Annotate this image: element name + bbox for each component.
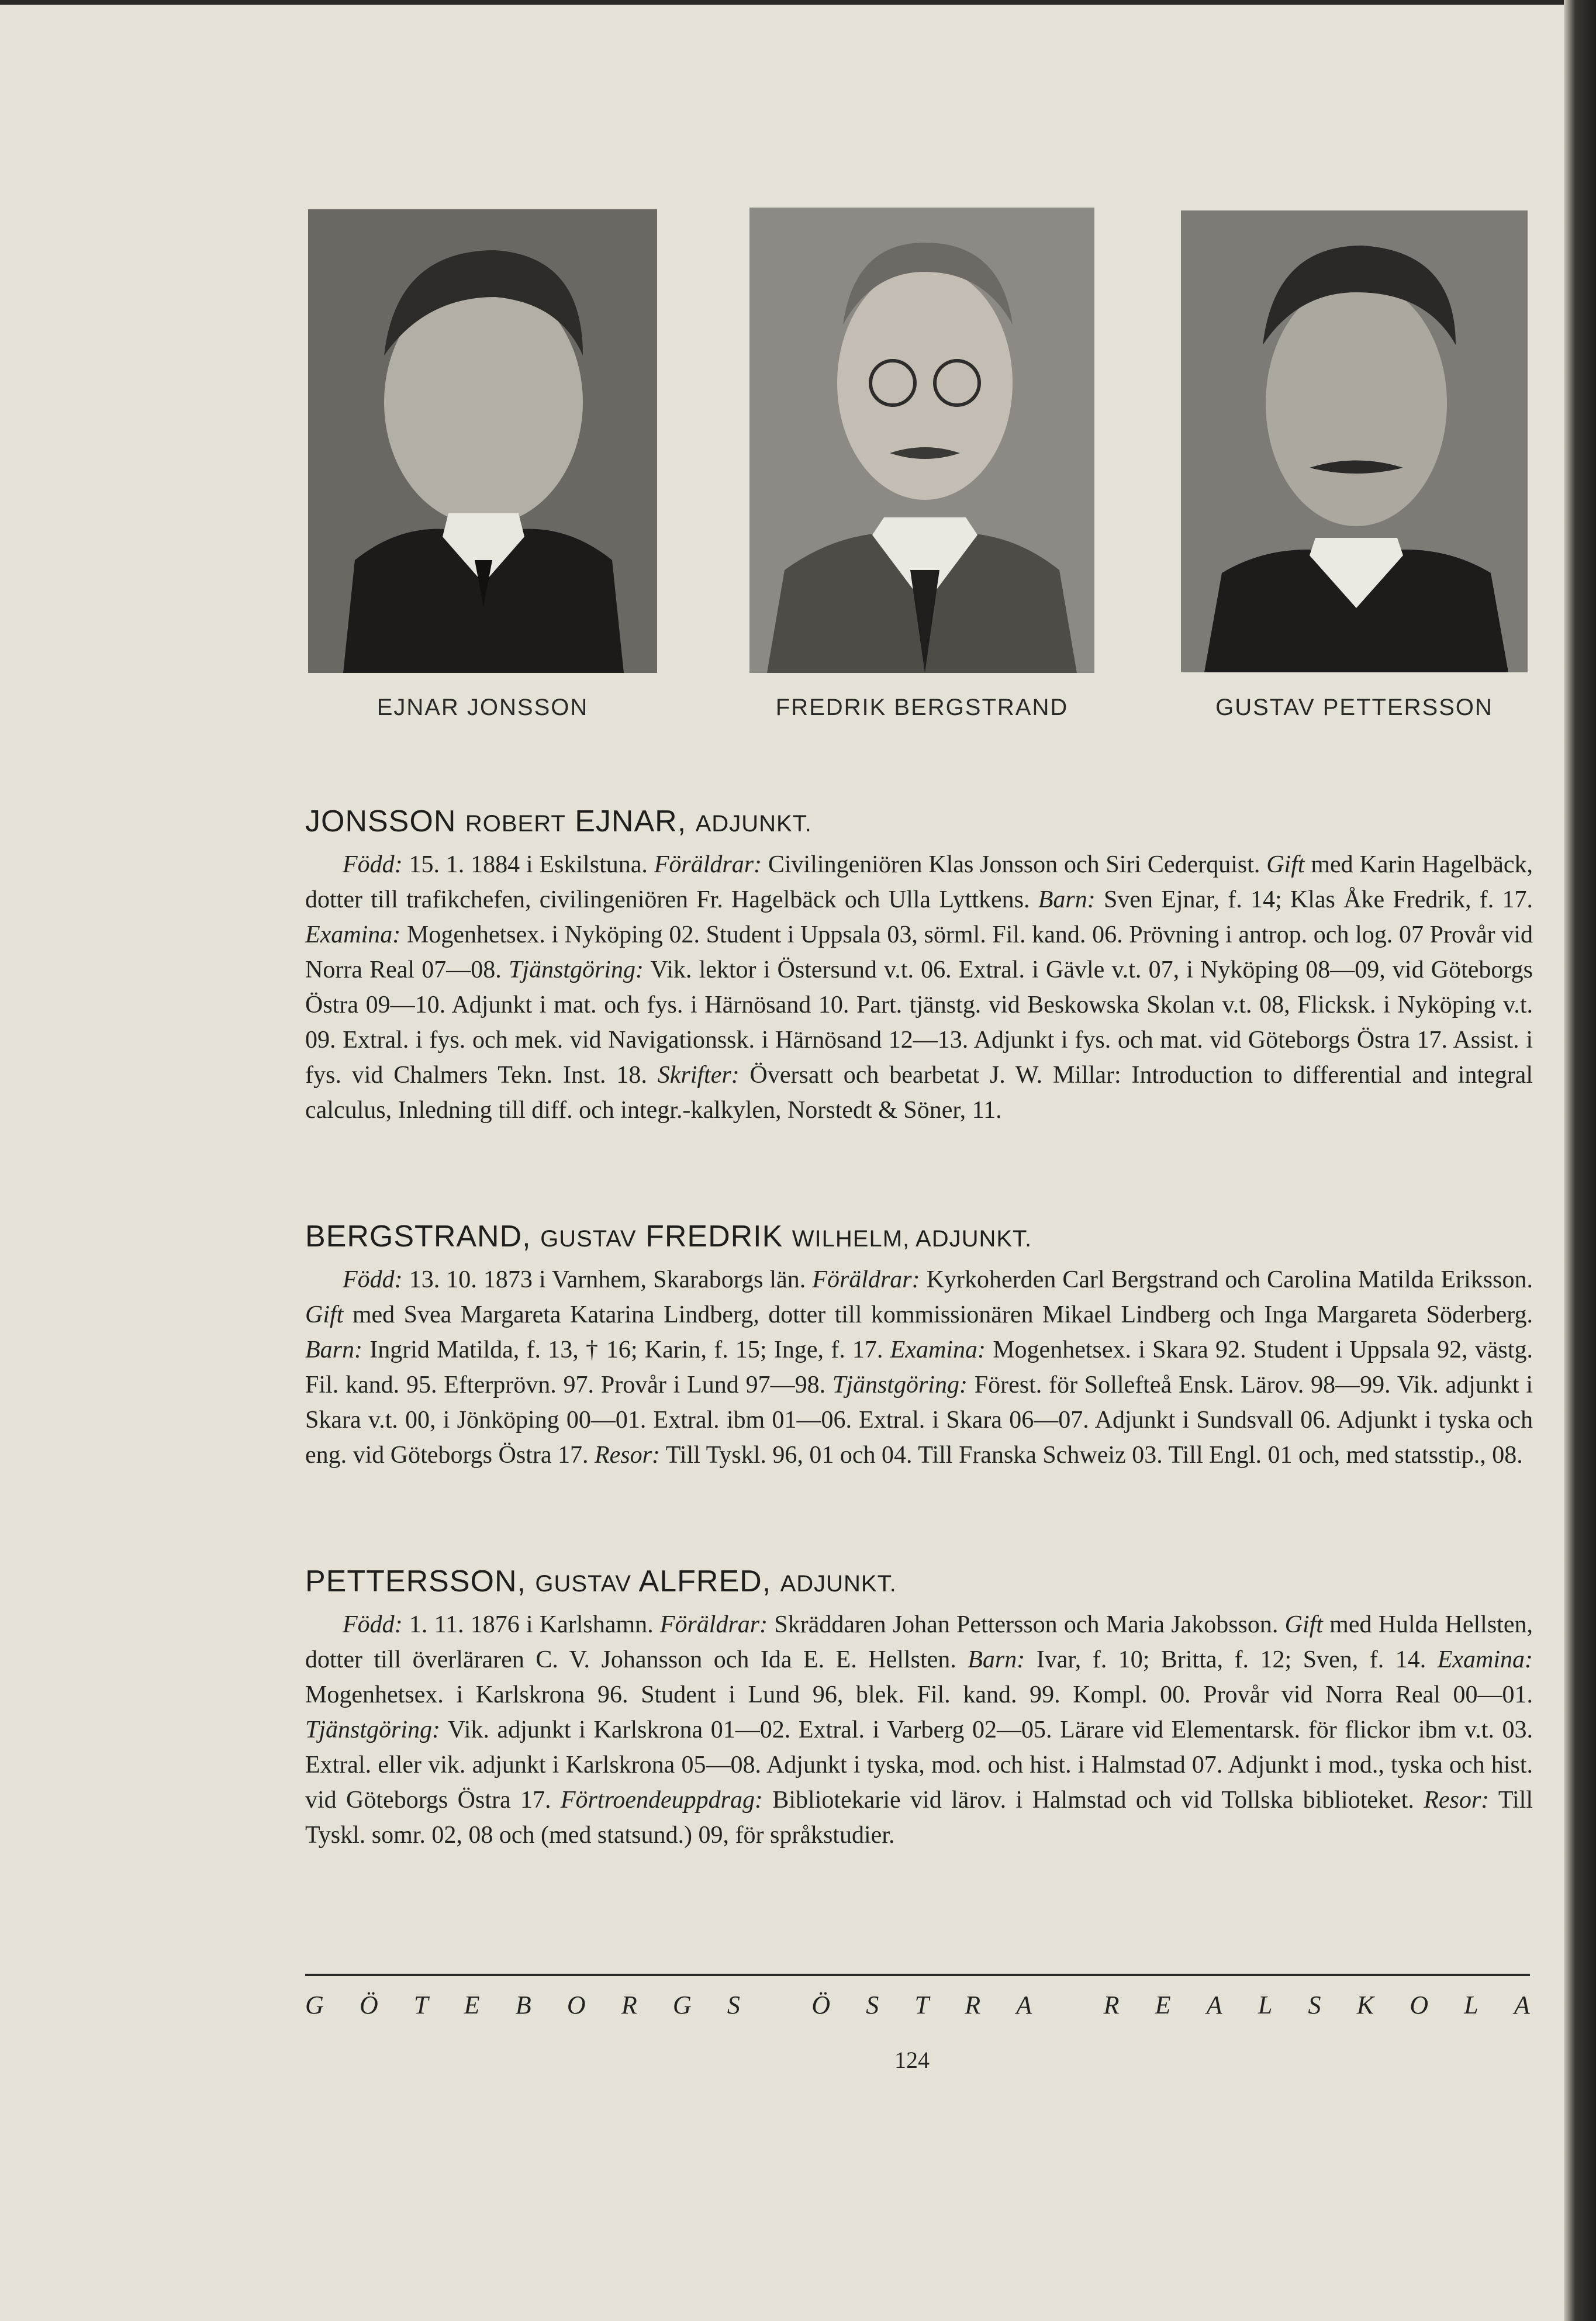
- portrait-photo-gustav-pettersson: [1181, 210, 1528, 672]
- entry-body: Född: 15. 1. 1884 i Eskilstuna. Föräldrar: Civilingeniören Klas Jonsson och Siri Cederquist. Gift med Karin Hagelbäck, dotter till trafikchefen, civilingeniören Fr. Hagelbäck och Ulla Lyttkens. Barn: Sven Ejnar, f. 14; Klas Åke Fredrik, f. 17. Examina: Mogenhetsex. i Nyköping 02. Student i Uppsala 03, sörml. Fil. kand. 06. Prövning i antrop. och log. 07 Provår vid Norra Real 07—08. Tjänstgöring: Vik. lektor i Östersund v.t. 06. Extral. i Gävle v.t. 07, i Nyköping 08—09, vid Göteborgs Östra 09—10. Adjunkt i mat. och fys. i Härnösand 10. Part. tjänstg. vid Beskowska Skolan v.t. 08, Flicksk. i Nyköping v.t. 09. Extral. i fys. och mek. vid Navigationssk. i Härnösand 12—13. Adjunkt i fys. och mat. vid Göteborgs Östra 17. Assist. i fys. vid Chalmers Tekn. Inst. 18. Skrifter: Översatt och bearbetat J. W. Millar: Introduction to differential and integral calculus, Inledning till diff. och integr.-kalkylen, Norstedt & Söner, 11.: [305, 851, 1533, 1124]
- page-binding-edge: [1564, 0, 1596, 2321]
- entry-body: Född: 1. 11. 1876 i Karlshamn. Föräldrar: Skräddaren Johan Pettersson och Maria Jakobsson. Gift med Hulda Hellsten, dotter till överläraren C. V. Johansson och Ida E. E. Hellsten. Barn: Ivar, f. 10; Britta, f. 12; Sven, f. 14. Examina: Mogenhetsex. i Karlskrona 96. Student i Lund 96, blek. Fil. kand. 99. Kompl. 00. Provår vid Norra Real 00—01. Tjänstgöring: Vik. adjunkt i Karlskrona 01—02. Extral. i Varberg 02—05. Lärare vid Elementarsk. för flickor ibm v.t. 03. Extral. eller vik. adjunkt i Karlskrona 05—08. Adjunkt i tyska, mod. och hist. i Halmstad 07. Adjunkt i mod., tyska och hist. vid Göteborgs Östra 17. Förtroendeuppdrag: Bibliotekarie vid lärov. i Halmstad och vid Tollska biblioteket. Resor: Till Tyskl. somr. 02, 08 och (med statsund.) 09, för språkstudier.: [305, 1611, 1533, 1849]
- page-top-edge: [0, 0, 1596, 5]
- entry-title: PETTERSSON, GUSTAV ALFRED, ADJUNKT.: [305, 1564, 897, 1598]
- photo-caption-3: GUSTAV PETTERSSON: [1215, 695, 1493, 720]
- biography-entry-bergstrand: [305, 1219, 1533, 1473]
- photo-caption-2: FREDRIK BERGSTRAND: [775, 695, 1069, 720]
- biography-entry-pettersson: [305, 1564, 1533, 1853]
- entry-title: BERGSTRAND, GUSTAV FREDRIK WILHELM, ADJUNKT.: [305, 1220, 1032, 1253]
- footer-rule: [305, 1974, 1530, 1976]
- entry-title: JONSSON ROBERT EJNAR, ADJUNKT.: [305, 804, 812, 838]
- portrait-photo-fredrik-bergstrand: [749, 208, 1094, 673]
- biography-entry-jonsson: [305, 804, 1533, 1128]
- portrait-photo-ejnar-jonsson: [308, 209, 657, 673]
- footer-school-name: G Ö T E B O R G S Ö S T R A R E A L S K O L A: [305, 1991, 1530, 2019]
- page-number: 124: [894, 2047, 930, 2073]
- photo-caption-1: EJNAR JONSSON: [376, 695, 589, 720]
- entry-body: Född: 13. 10. 1873 i Varnhem, Skaraborgs län. Föräldrar: Kyrkoherden Carl Bergstrand och Carolina Matilda Eriksson. Gift med Svea Margareta Katarina Lindberg, dotter till kommissionären Mikael Lindberg och Inga Margareta Söderberg. Barn: Ingrid Matilda, f. 13, † 16; Karin, f. 15; Inge, f. 17. Examina: Mogenhetsex. i Skara 92. Student i Uppsala 92, västg. Fil. kand. 95. Efterprövn. 97. Provår i Lund 97—98. Tjänstgöring: Förest. för Sollefteå Ensk. Lärov. 98—99. Vik. adjunkt i Skara v.t. 00, i Jönköping 00—01. Extral. ibm 01—06. Extral. i Skara 06—07. Adjunkt i Sundsvall 06. Adjunkt i tyska och eng. vid Göteborgs Östra 17. Resor: Till Tyskl. 96, 01 och 04. Till Franska Schweiz 03. Till Engl. 01 och, med statsstip., 08.: [305, 1266, 1533, 1469]
